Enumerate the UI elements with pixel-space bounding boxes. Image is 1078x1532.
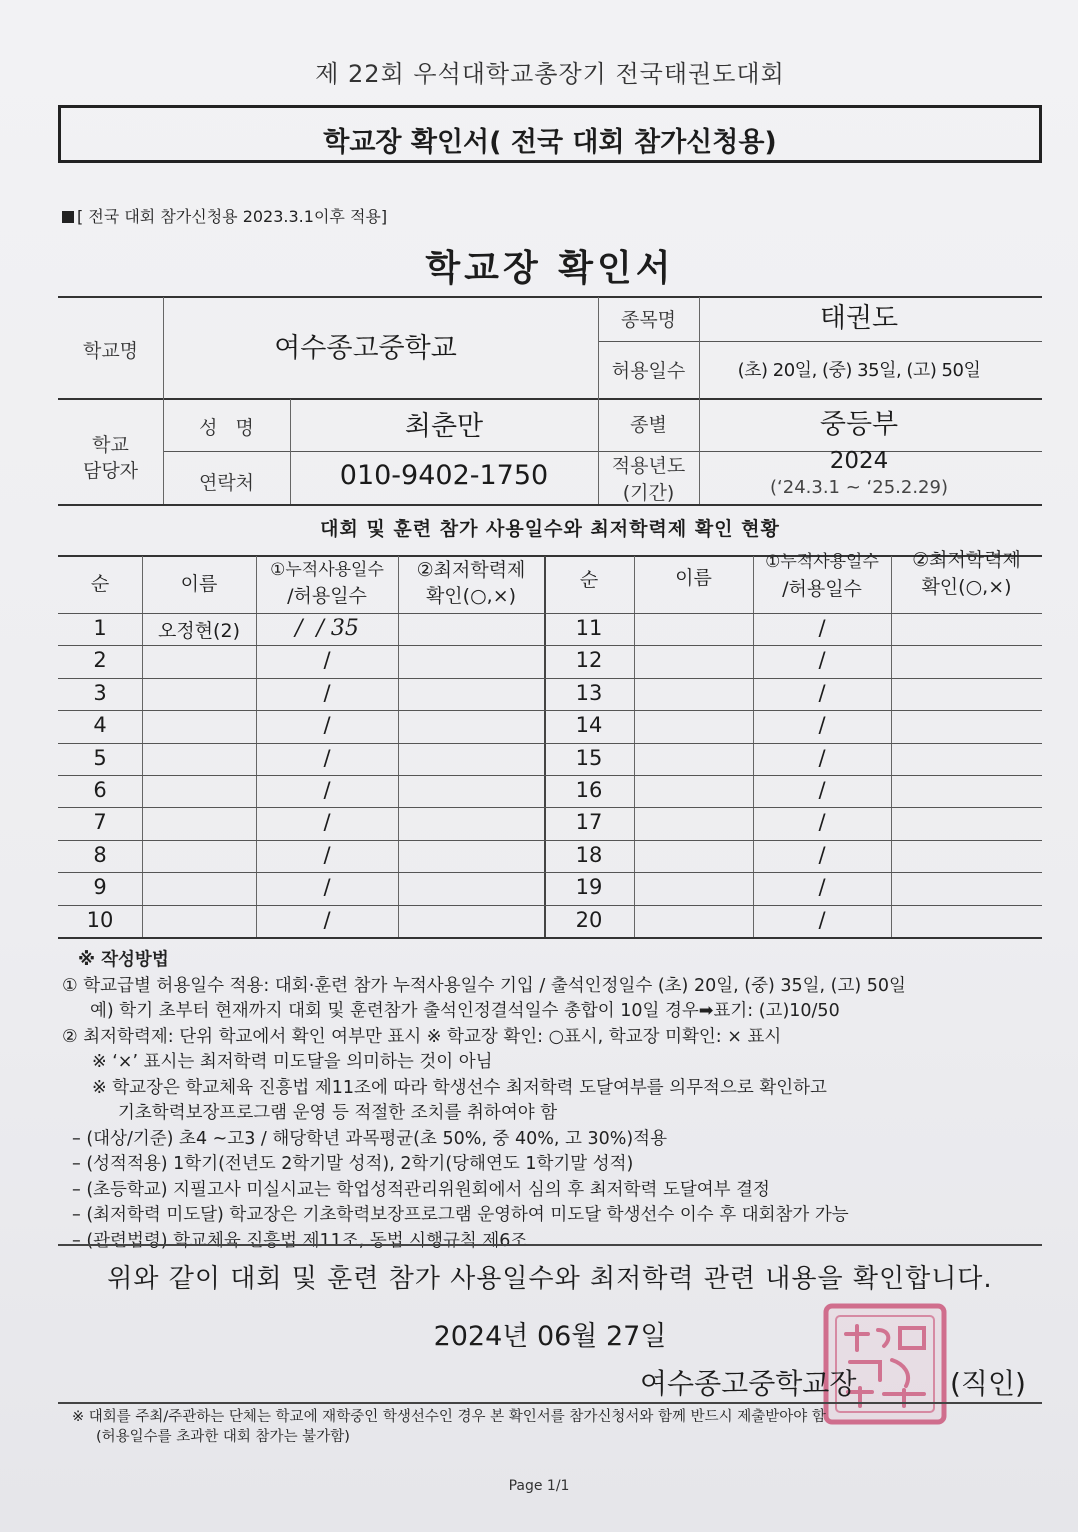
row-rule (58, 613, 1042, 614)
instruction-line: – (관련법령) 학교체육 진흥법 제11조, 동법 시행규칙 제6조 (72, 1230, 528, 1251)
row-days: / (323, 810, 331, 834)
row-number: 8 (93, 843, 107, 867)
allowed-label: 허용일수 (611, 360, 686, 382)
row-rule (58, 807, 1042, 808)
row-number: 12 (575, 648, 603, 672)
document-title: 학교장 확인서 (425, 248, 675, 289)
rule (58, 1244, 1042, 1246)
event-label: 종목명 (620, 309, 677, 331)
row-number: 5 (93, 746, 107, 770)
instruction-line: 기초학력보장프로그램 운영 등 적절한 조치를 취하여야 함 (118, 1103, 558, 1123)
instructions-heading: ※ 작성방법 (78, 950, 169, 970)
row-number: 15 (575, 746, 603, 770)
section-title: 대회 및 훈련 참가 사용일수와 최저학력제 확인 현황 (320, 518, 780, 540)
header-name-right: 이름 (675, 567, 712, 589)
row-days: / (818, 875, 826, 899)
manager-label-line2: 담당자 (82, 460, 139, 482)
rule (58, 1402, 1042, 1404)
row-rule (58, 775, 1042, 776)
header-name: 이름 (180, 573, 218, 595)
event-value: 태권도 (819, 303, 899, 334)
contact-value: 010-9402-1750 (339, 460, 549, 491)
title-box (58, 105, 1042, 163)
instruction-line: – (초등학교) 지필고사 미실시교는 학업성적관리위원회에서 심의 후 최저학력 도달여부 결정 (72, 1179, 770, 1200)
rule (58, 504, 1042, 506)
name-value: 최춘만 (404, 411, 484, 442)
row-name: 오정현(2) (158, 620, 240, 642)
row-number: 17 (575, 810, 603, 834)
row-number: 19 (575, 875, 603, 899)
row-days: / (323, 875, 331, 899)
footnote-line: ※ 대회를 주최/주관하는 단체는 학교에 재학중인 학생선수인 경우 본 확인서를 참가신청서와 함께 반드시 제출받아야 함 (72, 1409, 826, 1425)
row-number: 2 (93, 648, 107, 672)
footnote (72, 1407, 826, 1447)
instruction-line: 예) 학기 초부터 현재까지 대회 및 훈련참가 출석인정결석일수 총합이 10일 경우➡표기: (고)10/50 (90, 1001, 840, 1021)
header-min-right-line1: ②최저학력제 (912, 549, 1021, 571)
principal-name: 여수종고중학교장 (640, 1367, 857, 1400)
row-rule (58, 710, 1042, 711)
row-days: / (323, 713, 331, 737)
row-days: / (818, 616, 826, 640)
row-number: 6 (93, 778, 107, 802)
row-days: / (818, 681, 826, 705)
header-days-line2: /허용일수 (287, 585, 367, 607)
row-number: 9 (93, 875, 107, 899)
row-rule (58, 872, 1042, 873)
row-number: 10 (86, 908, 114, 932)
row-days: / (818, 810, 826, 834)
row-number: 13 (575, 681, 603, 705)
row-number: 7 (93, 810, 107, 834)
row-days: / (818, 713, 826, 737)
header-min-right-line2: 확인(○,×) (921, 576, 1012, 598)
row-rule (58, 678, 1042, 679)
row-days: / (323, 681, 331, 705)
allowed-value: (초) 20일, (중) 35일, (고) 50일 (737, 360, 981, 381)
bullet-square-icon (62, 211, 74, 223)
rule (598, 341, 1042, 342)
row-number: 3 (93, 681, 107, 705)
header-no-right: 순 (579, 569, 599, 591)
event-title: 제 22회 우석대학교총장기 전국태권도대회 (315, 60, 785, 88)
row-number: 14 (575, 713, 603, 737)
instructions (62, 948, 1052, 1254)
row-rule (58, 905, 1042, 906)
row-number: 4 (93, 713, 107, 737)
row-days: / (818, 908, 826, 932)
header-no: 순 (90, 573, 110, 595)
row-days: / (818, 648, 826, 672)
school-value: 여수종고중학교 (274, 333, 457, 364)
row-number: 11 (575, 616, 603, 640)
division-value: 중등부 (819, 409, 899, 440)
instruction-line: – (성적적용) 1학기(전년도 2학기말 성적), 2학기(당해연도 1학기말 성적) (72, 1154, 634, 1174)
contact-label: 연락처 (198, 472, 255, 494)
row-number: 16 (575, 778, 603, 802)
row-days: / (818, 843, 826, 867)
year-value: 2024 (829, 448, 889, 474)
row-number: 1 (93, 616, 107, 640)
confirmation-statement: 위와 같이 대회 및 훈련 참가 사용일수와 최저학력 관련 내용을 확인합니다. (107, 1264, 993, 1294)
instruction-line: ※ 학교장은 학교체육 진흥법 제11조에 따라 학생선수 최저학력 도달여부를 의무적으로 확인하고 (92, 1077, 827, 1098)
row-days: / (818, 746, 826, 770)
row-days: / (323, 843, 331, 867)
issue-date: 2024년 06월 27일 (433, 1321, 667, 1352)
notice-text: [ 전국 대회 참가신청용 2023.3.1이후 적용] (77, 207, 388, 226)
school-label: 학교명 (82, 340, 139, 362)
row-days: / (323, 746, 331, 770)
rule (58, 398, 1042, 400)
year-label-line1: 적용년도 (611, 455, 686, 477)
row-days: / (818, 778, 826, 802)
row-rule (58, 743, 1042, 744)
instruction-line: ② 최저학력제: 단위 학교에서 확인 여부만 표시 ※ 학교장 확인: ○표시, 학교장 미확인: × 표시 (62, 1026, 782, 1047)
seal-label: (직인) (950, 1367, 1026, 1400)
row-days: / (323, 778, 331, 802)
header-min-line1: ②최저학력제 (416, 559, 526, 581)
name-label: 성 명 (199, 417, 254, 439)
row-days: / / 35 (295, 616, 359, 641)
instruction-line: – (대상/기준) 초4 ~고3 / 해당학년 과목평균(초 50%, 중 40%, 고 30%)적용 (72, 1128, 667, 1149)
row-days: / (323, 908, 331, 932)
row-number: 18 (575, 843, 603, 867)
year-label-line2: (기간) (622, 482, 675, 504)
row-days: / (323, 648, 331, 672)
page-number: Page 1/1 (508, 1478, 570, 1494)
manager-label-line1: 학교 (92, 434, 129, 456)
rule (58, 937, 1042, 939)
instruction-line: – (최저학력 미도달) 학교장은 기초학력보장프로그램 운영하여 미도달 학생선수 이수 후 대회참가 가능 (72, 1205, 849, 1225)
footnote-line: (허용일수를 초과한 대회 참가는 불가함) (96, 1429, 350, 1445)
notice-line (62, 204, 387, 227)
header-min-line2: 확인(○,×) (425, 585, 517, 607)
division-label: 종별 (630, 414, 667, 436)
header-days-right-line2: /허용일수 (782, 578, 862, 600)
instruction-line: ① 학교급별 허용일수 적용: 대회·훈련 참가 누적사용일수 기입 / 출석인정일수 (초) 20일, (중) 35일, (고) 50일 (62, 975, 906, 996)
header-days-right-line1: ①누적사용일수 (765, 552, 879, 572)
instruction-line: ※ ‘×’ 표시는 최저학력 미도달을 의미하는 것이 아님 (92, 1052, 493, 1072)
row-rule (58, 645, 1042, 646)
year-period: (‘24.3.1 ~ ‘25.2.29) (770, 477, 948, 498)
header-days-line1: ①누적사용일수 (270, 560, 384, 580)
row-rule (58, 840, 1042, 841)
box-title: 학교장 확인서( 전국 대회 참가신청용) (323, 127, 777, 158)
row-number: 20 (575, 908, 603, 932)
